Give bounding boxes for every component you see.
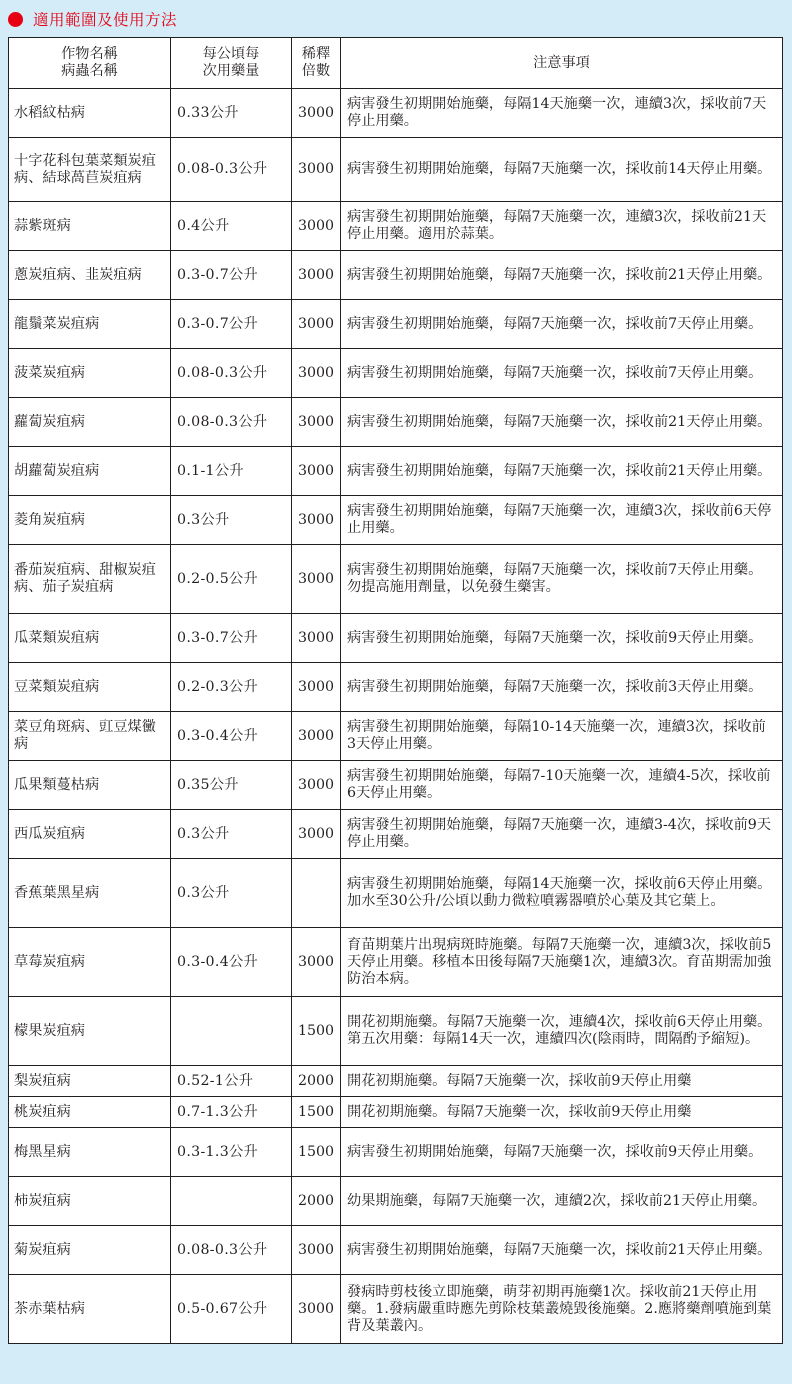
dose-cell: 0.08-0.3公升 (171, 398, 292, 447)
notes-cell: 開花初期施藥。每隔7天施藥一次，連續4次，採收前6天停止用藥。第五次用藥：每隔14天一次，連續四次(陰雨時，間隔酌予縮短)。 (341, 997, 783, 1066)
dilution-cell: 3000 (292, 138, 341, 202)
crop-cell: 菜豆角斑病、豇豆煤黴病 (9, 712, 171, 761)
dilution-cell: 3000 (292, 1226, 341, 1275)
dose-cell: 0.3-0.7公升 (171, 300, 292, 349)
dose-cell: 0.2-0.5公升 (171, 545, 292, 614)
dilution-cell: 3000 (292, 928, 341, 997)
header-crop: 作物名稱 病蟲名稱 (9, 38, 171, 89)
table-row (9, 300, 783, 349)
crop-cell: 蔥炭疽病、韭炭疽病 (9, 251, 171, 300)
table-row (9, 1128, 783, 1177)
table-row (9, 997, 783, 1066)
dilution-cell: 1500 (292, 997, 341, 1066)
table-row (9, 251, 783, 300)
table-row (9, 712, 783, 761)
dose-cell (171, 1177, 292, 1226)
table-row (9, 614, 783, 663)
notes-cell: 病害發生初期開始施藥，每隔7-10天施藥一次，連續4-5次，採收前6天停止用藥。 (341, 761, 783, 810)
table-row (9, 663, 783, 712)
crop-cell: 香蕉葉黑星病 (9, 859, 171, 928)
dilution-cell: 3000 (292, 712, 341, 761)
table-row (9, 202, 783, 251)
crop-cell: 梨炭疽病 (9, 1066, 171, 1097)
dilution-cell: 2000 (292, 1177, 341, 1226)
notes-cell: 病害發生初期開始施藥，每隔7天施藥一次，採收前7天停止用藥。勿提高施用劑量，以免發生藥害。 (341, 545, 783, 614)
crop-cell: 西瓜炭疽病 (9, 810, 171, 859)
dilution-cell: 3000 (292, 300, 341, 349)
table-row (9, 761, 783, 810)
table-row (9, 810, 783, 859)
dilution-cell: 1500 (292, 1097, 341, 1128)
table-row (9, 1226, 783, 1275)
notes-cell: 病害發生初期開始施藥，每隔7天施藥一次，採收前9天停止用藥。 (341, 1128, 783, 1177)
notes-cell: 病害發生初期開始施藥，每隔7天施藥一次，連續3次，採收前6天停止用藥。 (341, 496, 783, 545)
table-row (9, 1097, 783, 1128)
table-body (9, 89, 783, 1344)
dilution-cell: 3000 (292, 761, 341, 810)
notes-cell: 病害發生初期開始施藥，每隔7天施藥一次，採收前14天停止用藥。 (341, 138, 783, 202)
crop-cell: 瓜菜類炭疽病 (9, 614, 171, 663)
dilution-cell: 3000 (292, 398, 341, 447)
crop-cell: 豆菜類炭疽病 (9, 663, 171, 712)
notes-cell: 病害發生初期開始施藥，每隔7天施藥一次，採收前21天停止用藥。 (341, 251, 783, 300)
dose-cell: 0.7-1.3公升 (171, 1097, 292, 1128)
dilution-cell: 2000 (292, 1066, 341, 1097)
notes-cell: 發病時剪枝後立即施藥，萌芽初期再施藥1次。採收前21天停止用藥。1.發病嚴重時應先剪除枝葉叢燒毀後施藥。2.應將藥劑噴施到葉背及葉叢內。 (341, 1275, 783, 1344)
dose-cell: 0.3-0.7公升 (171, 614, 292, 663)
dilution-cell: 3000 (292, 545, 341, 614)
crop-cell: 梅黑星病 (9, 1128, 171, 1177)
dose-cell: 0.4公升 (171, 202, 292, 251)
dilution-cell: 3000 (292, 447, 341, 496)
dose-cell: 0.3-0.7公升 (171, 251, 292, 300)
dose-cell: 0.08-0.3公升 (171, 349, 292, 398)
header-dose: 每公頃每 次用藥量 (171, 38, 292, 89)
crop-cell: 龍鬚菜炭疽病 (9, 300, 171, 349)
dose-cell: 0.33公升 (171, 89, 292, 138)
notes-cell: 病害發生初期開始施藥，每隔7天施藥一次，採收前9天停止用藥。 (341, 614, 783, 663)
dose-cell: 0.2-0.3公升 (171, 663, 292, 712)
notes-cell: 病害發生初期開始施藥，每隔7天施藥一次，採收前21天停止用藥。 (341, 447, 783, 496)
notes-cell: 病害發生初期開始施藥，每隔14天施藥一次，採收前6天停止用藥。加水至30公升/公頃以動力微粒噴霧器噴於心葉及其它葉上。 (341, 859, 783, 928)
notes-cell: 病害發生初期開始施藥，每隔7天施藥一次，採收前7天停止用藥。 (341, 300, 783, 349)
crop-cell: 水稻紋枯病 (9, 89, 171, 138)
header-dilution: 稀釋 倍數 (292, 38, 341, 89)
table-row (9, 496, 783, 545)
dose-cell: 0.3公升 (171, 859, 292, 928)
notes-cell: 病害發生初期開始施藥，每隔7天施藥一次，採收前7天停止用藥。 (341, 349, 783, 398)
crop-cell: 十字花科包葉菜類炭疽病、結球萵苣炭疽病 (9, 138, 171, 202)
dilution-cell: 3000 (292, 496, 341, 545)
dilution-cell: 3000 (292, 810, 341, 859)
usage-table (8, 37, 783, 1344)
crop-cell: 菱角炭疽病 (9, 496, 171, 545)
dose-cell: 0.08-0.3公升 (171, 1226, 292, 1275)
crop-cell: 茶赤葉枯病 (9, 1275, 171, 1344)
notes-cell: 病害發生初期開始施藥，每隔14天施藥一次，連續3次，採收前7天停止用藥。 (341, 89, 783, 138)
dilution-cell: 3000 (292, 614, 341, 663)
notes-cell: 幼果期施藥，每隔7天施藥一次，連續2次，採收前21天停止用藥。 (341, 1177, 783, 1226)
notes-cell: 育苗期葉片出現病斑時施藥。每隔7天施藥一次，連續3次，採收前5天停止用藥。移植本田後每隔7天施藥1次，連續3次。育苗期需加強防治本病。 (341, 928, 783, 997)
notes-cell: 病害發生初期開始施藥，每隔7天施藥一次，採收前21天停止用藥。 (341, 398, 783, 447)
section-header (8, 6, 177, 32)
dose-cell: 0.3-1.3公升 (171, 1128, 292, 1177)
crop-cell: 檬果炭疽病 (9, 997, 171, 1066)
dose-cell: 0.3公升 (171, 496, 292, 545)
dose-cell: 0.1-1公升 (171, 447, 292, 496)
header-notes: 注意事項 (341, 38, 783, 89)
crop-cell: 瓜果類蔓枯病 (9, 761, 171, 810)
crop-cell: 柿炭疽病 (9, 1177, 171, 1226)
crop-cell: 胡蘿蔔炭疽病 (9, 447, 171, 496)
crop-cell: 菊炭疽病 (9, 1226, 171, 1275)
table-row (9, 89, 783, 138)
table-row (9, 398, 783, 447)
table-row (9, 447, 783, 496)
dose-cell: 0.3-0.4公升 (171, 928, 292, 997)
table-row (9, 1066, 783, 1097)
dose-cell: 0.3公升 (171, 810, 292, 859)
dose-cell (171, 997, 292, 1066)
dilution-cell: 3000 (292, 202, 341, 251)
dilution-cell: 3000 (292, 89, 341, 138)
dose-cell: 0.3-0.4公升 (171, 712, 292, 761)
dilution-cell (292, 859, 341, 928)
dose-cell: 0.08-0.3公升 (171, 138, 292, 202)
table-header-row (9, 38, 783, 89)
notes-cell: 開花初期施藥。每隔7天施藥一次，採收前9天停止用藥 (341, 1066, 783, 1097)
notes-cell: 病害發生初期開始施藥，每隔10-14天施藥一次，連續3次，採收前3天停止用藥。 (341, 712, 783, 761)
crop-cell: 蒜紫斑病 (9, 202, 171, 251)
dose-cell: 0.5-0.67公升 (171, 1275, 292, 1344)
dose-cell: 0.35公升 (171, 761, 292, 810)
dilution-cell: 3000 (292, 663, 341, 712)
notes-cell: 病害發生初期開始施藥，每隔7天施藥一次，採收前3天停止用藥。 (341, 663, 783, 712)
notes-cell: 病害發生初期開始施藥，每隔7天施藥一次，連續3次，採收前21天停止用藥。適用於蒜葉。 (341, 202, 783, 251)
crop-cell: 草莓炭疽病 (9, 928, 171, 997)
dilution-cell: 1500 (292, 1128, 341, 1177)
notes-cell: 開花初期施藥。每隔7天施藥一次，採收前9天停止用藥 (341, 1097, 783, 1128)
crop-cell: 菠菜炭疽病 (9, 349, 171, 398)
table-row (9, 545, 783, 614)
red-bullet-icon (8, 12, 23, 27)
table-row (9, 349, 783, 398)
dose-cell: 0.52-1公升 (171, 1066, 292, 1097)
dilution-cell: 3000 (292, 349, 341, 398)
table-row (9, 1275, 783, 1344)
dilution-cell: 3000 (292, 1275, 341, 1344)
table-row (9, 928, 783, 997)
dilution-cell: 3000 (292, 251, 341, 300)
crop-cell: 桃炭疽病 (9, 1097, 171, 1128)
table-row (9, 138, 783, 202)
crop-cell: 蘿蔔炭疽病 (9, 398, 171, 447)
table-row (9, 859, 783, 928)
section-title: 適用範圍及使用方法 (33, 11, 178, 29)
table-row (9, 1177, 783, 1226)
notes-cell: 病害發生初期開始施藥，每隔7天施藥一次，採收前21天停止用藥。 (341, 1226, 783, 1275)
crop-cell: 番茄炭疽病、甜椒炭疽病、茄子炭疽病 (9, 545, 171, 614)
notes-cell: 病害發生初期開始施藥，每隔7天施藥一次，連續3-4次，採收前9天停止用藥。 (341, 810, 783, 859)
